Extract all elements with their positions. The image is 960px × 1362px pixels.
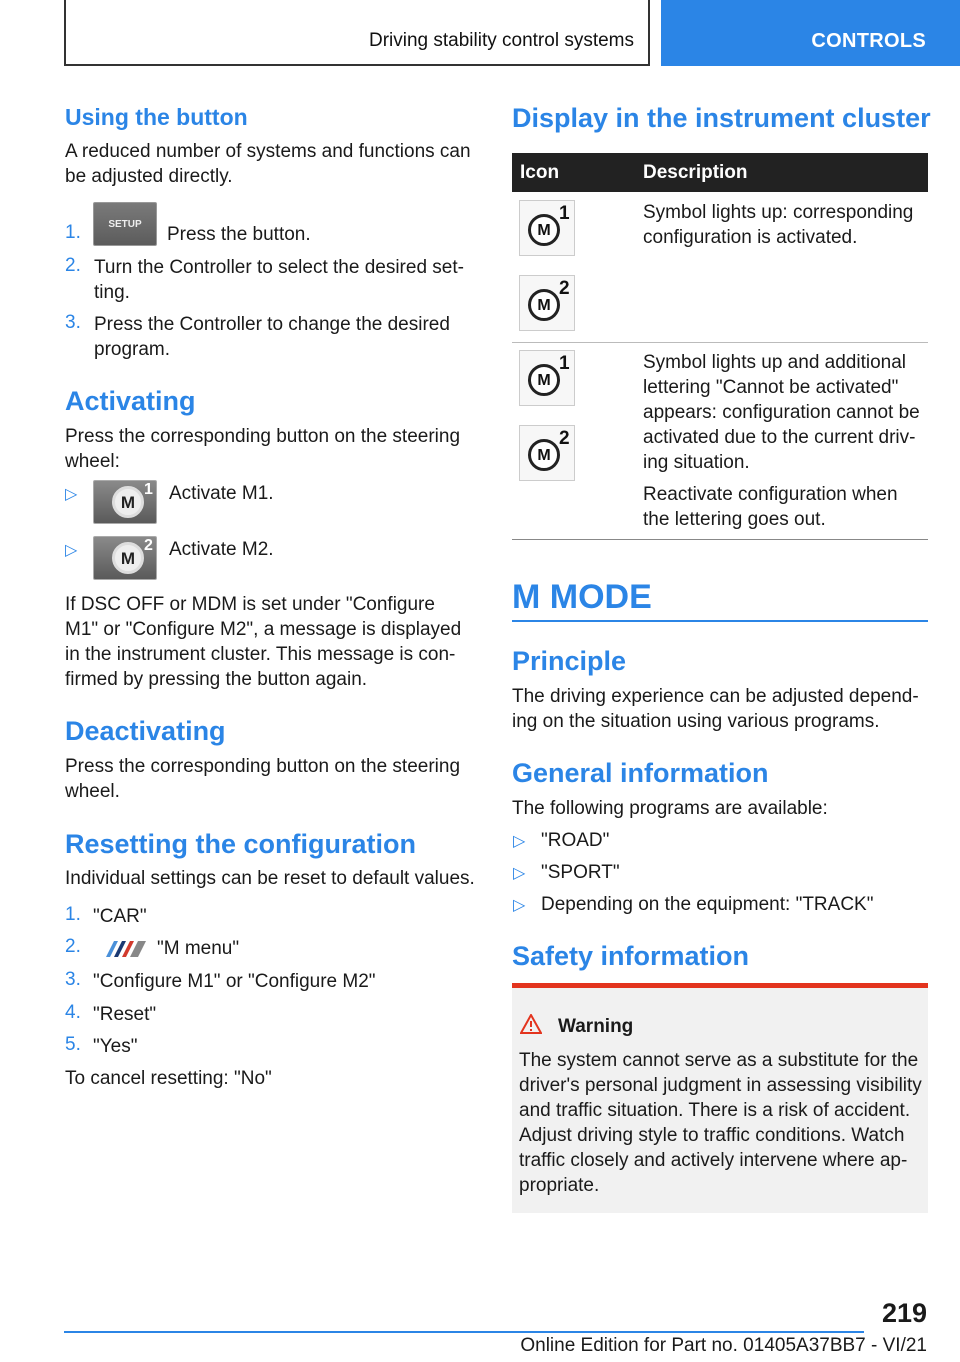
reset-step5-number: 5.: [65, 1034, 81, 1055]
dsc-text-1: If DSC OFF or MDM is set under "Configure: [65, 594, 435, 615]
step2-number: 2.: [65, 255, 81, 276]
safety-info-heading: Safety information: [512, 941, 750, 971]
header-chapter-title: CONTROLS: [811, 30, 926, 52]
row2-desc-4: activated due to the current driv-: [643, 427, 916, 448]
warning-box: [512, 983, 928, 1213]
activating-text-2: wheel:: [65, 451, 120, 472]
dsc-text-2: M1" or "Configure M2", a message is displayed: [65, 619, 462, 640]
m-mode-rule: [512, 620, 928, 622]
program-bullet: ▷: [513, 833, 526, 850]
reset-step2-number: 2.: [65, 936, 81, 957]
m1-indicator-icon-warning: M 1: [519, 350, 575, 406]
footer-rule: [64, 1331, 864, 1333]
reset-step1-text: "CAR": [93, 906, 147, 927]
principle-heading: Principle: [512, 646, 627, 676]
header-section-title: Driving stability control systems: [368, 30, 634, 51]
activate-m2-text: Activate M2.: [169, 539, 274, 560]
warning-text-4: Adjust driving style to traffic conditions. Watch: [519, 1125, 905, 1146]
activate-m1-text: Activate M1.: [169, 483, 274, 504]
deactivating-text-1: Press the corresponding button on the steering: [65, 756, 461, 777]
deactivating-text-2: wheel.: [65, 781, 120, 802]
step3-text-2: program.: [94, 339, 171, 360]
principle-text-2: ing on the situation using various programs.: [512, 711, 880, 732]
resetting-text: Individual settings can be reset to default values.: [65, 868, 475, 889]
row2-desc-3: appears: configuration cannot be: [643, 402, 920, 423]
page-number: 219: [881, 1298, 927, 1328]
row1-desc-2: configuration is activated.: [643, 227, 858, 248]
program-road: "ROAD": [541, 830, 610, 851]
reset-step3-number: 3.: [65, 969, 81, 990]
row2-desc2-2: the lettering goes out.: [643, 509, 826, 530]
reset-step5-text: "Yes": [93, 1036, 138, 1057]
activating-text-1: Press the corresponding button on the steering: [65, 426, 461, 447]
reset-step4-text: "Reset": [93, 1004, 157, 1025]
dsc-text-3: in the instrument cluster. This message is con-: [65, 644, 456, 665]
row2-desc-5: ing situation.: [643, 452, 750, 473]
table-bottom-border: [512, 539, 928, 540]
setup-button-icon: SETUP: [93, 202, 157, 246]
step2-text-2: ting.: [94, 282, 130, 303]
step3-text-1: Press the Controller to change the desired: [94, 314, 450, 335]
reset-step2-text: "M menu": [157, 938, 240, 959]
program-track: Depending on the equipment: "TRACK": [541, 894, 874, 915]
program-bullet: ▷: [513, 897, 526, 914]
header-chapter-box: [661, 0, 960, 66]
footer-edition: Online Edition for Part no. 01405A37BB7 - VI/21: [520, 1335, 927, 1356]
row2-desc2-1: Reactivate configuration when: [643, 484, 898, 505]
reset-step3-text: "Configure M1" or "Configure M2": [93, 971, 376, 992]
activate-m2-bullet: ▷: [65, 542, 78, 559]
step3-number: 3.: [65, 312, 81, 333]
m2-indicator-icon: M 2: [519, 275, 575, 331]
table-header: [512, 153, 928, 192]
principle-text-1: The driving experience can be adjusted depend-: [512, 686, 919, 707]
warning-text-3: and traffic situation. There is a risk of accident.: [519, 1100, 911, 1121]
step1-number: 1.: [65, 222, 81, 243]
table-header-icon: Icon: [520, 162, 560, 183]
table-row-divider: [512, 342, 928, 343]
m2-button-icon: M 2: [93, 536, 157, 580]
step1-text: Press the button.: [167, 224, 311, 245]
m-mode-heading: M MODE: [512, 578, 652, 616]
warning-text-1: The system cannot serve as a substitute for the: [519, 1050, 919, 1071]
using-button-text-1: A reduced number of systems and functions can: [65, 141, 471, 162]
m1-button-icon: M 1: [93, 480, 157, 524]
header-section-box: [64, 0, 650, 66]
activating-heading: Activating: [65, 386, 196, 416]
using-button-heading: Using the button: [65, 104, 248, 130]
general-info-text: The following programs are available:: [512, 798, 828, 819]
row1-desc-1: Symbol lights up: corresponding: [643, 202, 914, 223]
m2-indicator-icon-warning: M 2: [519, 425, 575, 481]
m1-indicator-icon: M 1: [519, 200, 575, 256]
activate-m1-bullet: ▷: [65, 486, 78, 503]
cancel-reset-text: To cancel resetting: "No": [65, 1068, 272, 1089]
using-button-text-2: be adjusted directly.: [65, 166, 233, 187]
warning-triangle-icon: [520, 1014, 542, 1034]
dsc-text-4: firmed by pressing the button again.: [65, 669, 368, 690]
row2-desc-1: Symbol lights up and additional: [643, 352, 907, 373]
program-sport: "SPORT": [541, 862, 620, 883]
warning-text-2: driver's personal judgment in assessing visibility: [519, 1075, 922, 1096]
table-header-description: Description: [643, 162, 748, 183]
warning-text-5: traffic closely and actively intervene where ap-: [519, 1150, 908, 1171]
display-heading: Display in the instrument cluster: [512, 103, 931, 133]
step2-text-1: Turn the Controller to select the desired set-: [94, 257, 464, 278]
deactivating-heading: Deactivating: [65, 716, 226, 746]
warning-text-6: propriate.: [519, 1175, 600, 1196]
general-info-heading: General information: [512, 758, 769, 788]
reset-step1-number: 1.: [65, 904, 81, 925]
program-bullet: ▷: [513, 865, 526, 882]
m-menu-icon: [100, 941, 148, 957]
resetting-heading: Resetting the configuration: [65, 829, 416, 859]
warning-title: Warning: [558, 1016, 634, 1037]
reset-step4-number: 4.: [65, 1002, 81, 1023]
row2-desc-2: lettering "Cannot be activated": [643, 377, 899, 398]
